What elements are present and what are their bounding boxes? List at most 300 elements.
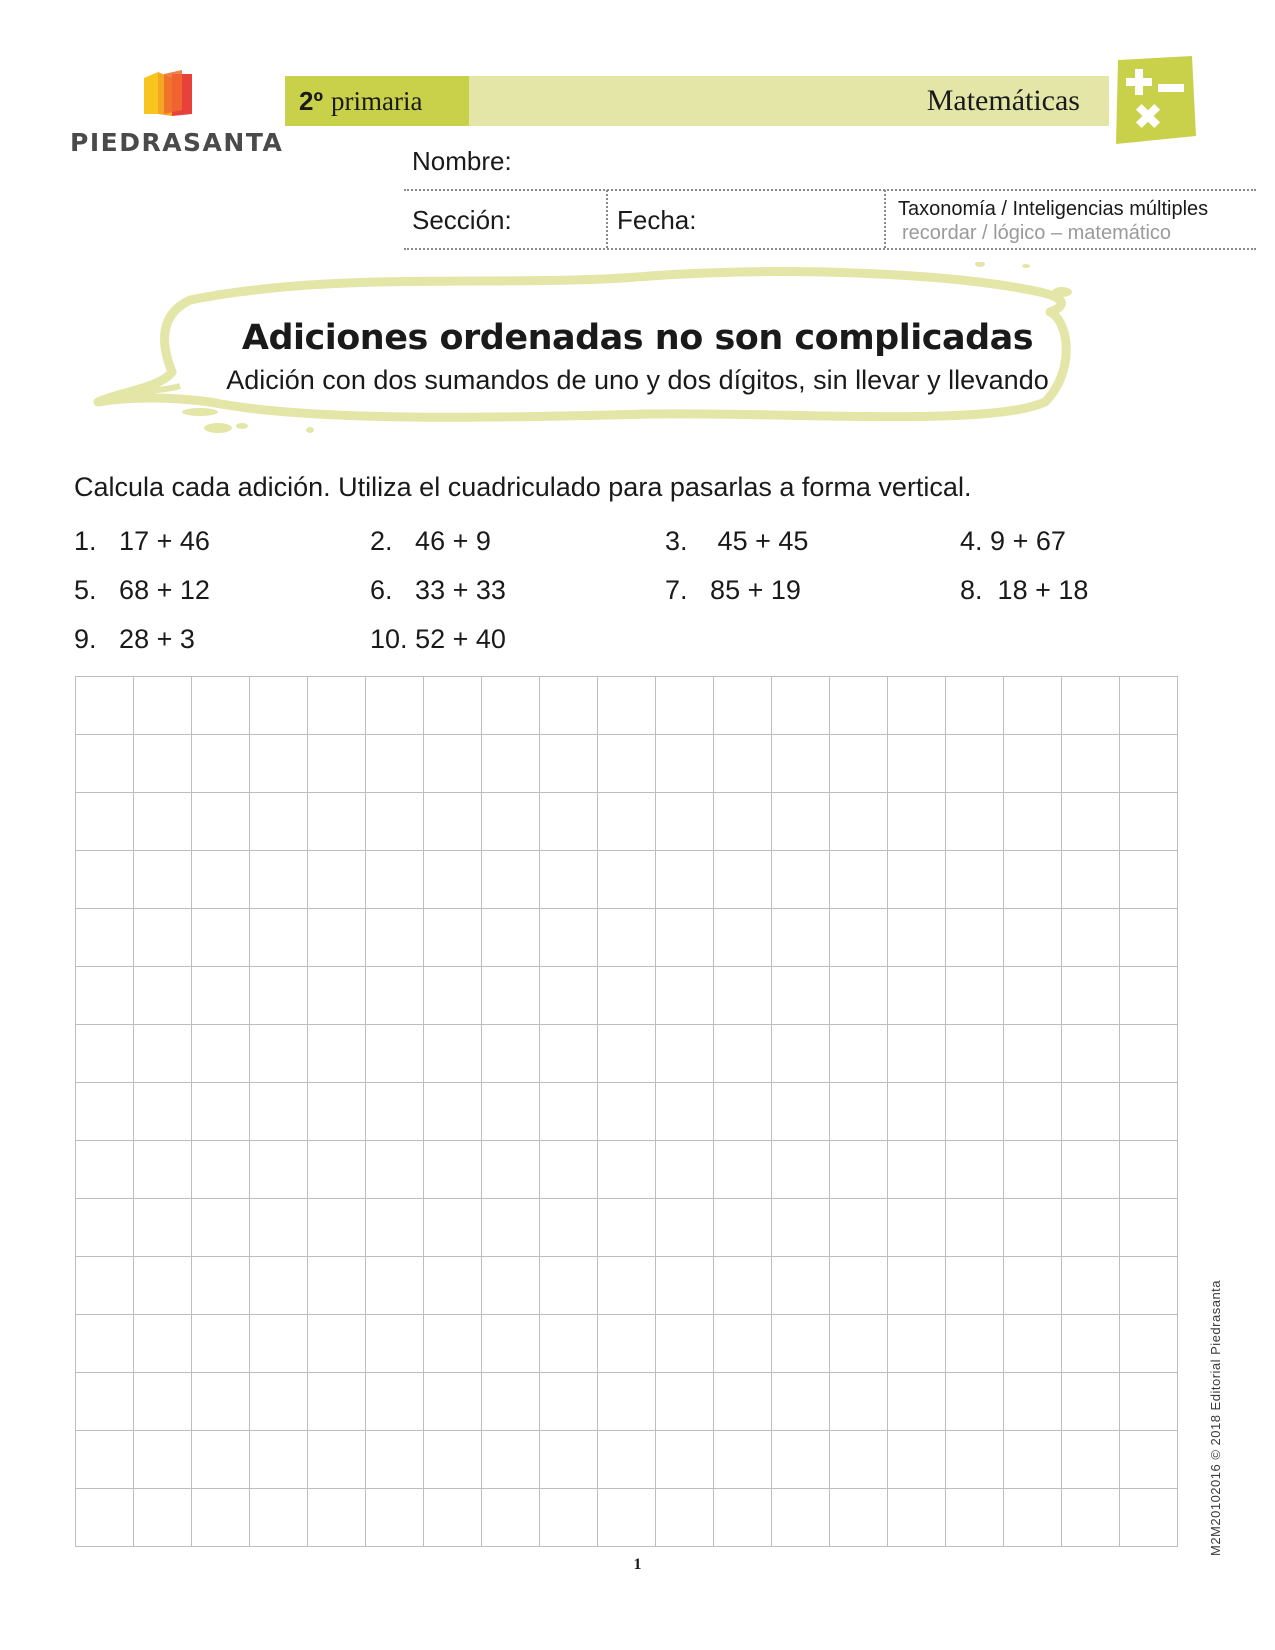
grid-cell: [1004, 909, 1062, 967]
grid-cell: [772, 1257, 830, 1315]
grid-cell: [1062, 1489, 1120, 1547]
grid-cell: [192, 1141, 250, 1199]
grid-cell: [250, 1257, 308, 1315]
date-divider: [884, 190, 886, 248]
grid-cell: [946, 909, 1004, 967]
grid-cell: [134, 967, 192, 1025]
grid-cell: [250, 1431, 308, 1489]
exercise-expression: 9 + 67: [990, 526, 1066, 556]
grid-cell: [772, 1141, 830, 1199]
grid-cell: [134, 1199, 192, 1257]
exercise-number: 9.: [74, 624, 97, 654]
grid-cell: [714, 1083, 772, 1141]
grid-cell: [366, 1315, 424, 1373]
grid-cell: [714, 1025, 772, 1083]
grid-cell: [1004, 1489, 1062, 1547]
grid-cell: [714, 967, 772, 1025]
grid-cell: [598, 1373, 656, 1431]
grid-cell: [1062, 677, 1120, 735]
grid-cell: [656, 735, 714, 793]
grid-cell: [192, 1373, 250, 1431]
worksheet-title: Adiciones ordenadas no son complicadas: [241, 318, 1034, 358]
grid-cell: [192, 793, 250, 851]
grid-cell: [1062, 793, 1120, 851]
grid-cell: [598, 1141, 656, 1199]
grid-cell: [1004, 1083, 1062, 1141]
grade-badge: [285, 76, 469, 126]
grid-cell: [250, 1199, 308, 1257]
grid-cell: [250, 1315, 308, 1373]
grid-cell: [598, 735, 656, 793]
grid-cell: [1120, 1083, 1178, 1141]
grid-cell: [250, 967, 308, 1025]
grid-cell: [714, 1257, 772, 1315]
grid-cell: [366, 677, 424, 735]
grid-cell: [888, 1025, 946, 1083]
grid-cell: [946, 967, 1004, 1025]
grid-cell: [482, 909, 540, 967]
grid-cell: [1062, 1257, 1120, 1315]
grid-cell: [830, 677, 888, 735]
exercise-number: 5.: [74, 575, 97, 605]
grid-cell: [1120, 1257, 1178, 1315]
grid-cell: [656, 1257, 714, 1315]
exercise-expression: 33 + 33: [415, 575, 506, 605]
grade-label: primaria: [330, 85, 423, 116]
grid-cell: [192, 1489, 250, 1547]
grid-cell: [1004, 1373, 1062, 1431]
exercise-expression: 45 + 45: [717, 526, 809, 556]
grid-cell: [250, 1083, 308, 1141]
grid-cell: [946, 1315, 1004, 1373]
grid-cell: [424, 1199, 482, 1257]
grid-cell: [830, 1315, 888, 1373]
grid-cell: [1062, 1431, 1120, 1489]
grid-cell: [540, 851, 598, 909]
grid-cell: [134, 1373, 192, 1431]
grid-cell: [598, 967, 656, 1025]
grid-cell: [134, 1257, 192, 1315]
grid-cell: [714, 1315, 772, 1373]
grid-cell: [76, 851, 134, 909]
grid-cell: [946, 1025, 1004, 1083]
grid-cell: [366, 1373, 424, 1431]
grid-cell: [714, 735, 772, 793]
grid-cell: [308, 1431, 366, 1489]
grid-cell: [540, 1489, 598, 1547]
grid-cell: [598, 1431, 656, 1489]
grid-cell: [366, 793, 424, 851]
grid-cell: [598, 851, 656, 909]
grid-cell: [772, 1431, 830, 1489]
date-label: Fecha:: [617, 205, 697, 235]
grid-cell: [888, 851, 946, 909]
grid-cell: [308, 735, 366, 793]
grid-cell: [714, 909, 772, 967]
grid-cell: [366, 1083, 424, 1141]
grid-cell: [308, 1315, 366, 1373]
grid-cell: [598, 1025, 656, 1083]
grid-cell: [250, 851, 308, 909]
exercise-number: 3.: [665, 526, 688, 556]
exercise-item: [74, 575, 210, 606]
grid-cell: [308, 1141, 366, 1199]
grid-cell: [134, 1489, 192, 1547]
grid-cell: [76, 967, 134, 1025]
grid-cell: [424, 1083, 482, 1141]
grid-cell: [1120, 1431, 1178, 1489]
grid-cell: [76, 735, 134, 793]
grid-cell: [482, 1315, 540, 1373]
grid-cell: [830, 1373, 888, 1431]
grid-cell: [714, 677, 772, 735]
grid-cell: [1120, 1489, 1178, 1547]
logo-wordmark: PIEDRASANTA: [70, 128, 284, 157]
grid-cell: [308, 909, 366, 967]
grid-cell: [946, 735, 1004, 793]
grid-cell: [76, 1315, 134, 1373]
grid-cell: [656, 1431, 714, 1489]
exercise-number: 8.: [960, 575, 983, 605]
grid-cell: [1062, 1373, 1120, 1431]
grid-cell: [888, 677, 946, 735]
grid-cell: [250, 1025, 308, 1083]
grid-cell: [424, 1025, 482, 1083]
grid-cell: [656, 909, 714, 967]
grid-cell: [308, 1025, 366, 1083]
grid-cell: [482, 851, 540, 909]
grid-cell: [250, 1489, 308, 1547]
grid-cell: [366, 1257, 424, 1315]
grid-cell: [656, 967, 714, 1025]
grid-cell: [656, 1141, 714, 1199]
grid-cell: [366, 1431, 424, 1489]
grid-cell: [946, 1489, 1004, 1547]
grid-cell: [830, 1257, 888, 1315]
grid-cell: [888, 1489, 946, 1547]
grid-cell: [1004, 1257, 1062, 1315]
grid-cell: [424, 677, 482, 735]
grid-cell: [830, 1199, 888, 1257]
grid-cell: [1120, 1025, 1178, 1083]
grid-cell: [1004, 1431, 1062, 1489]
grid-cell: [830, 793, 888, 851]
grid-cell: [76, 1373, 134, 1431]
grid-cell: [76, 1083, 134, 1141]
exercise-item: [74, 624, 195, 655]
grid-cell: [308, 1199, 366, 1257]
grid-cell: [656, 1315, 714, 1373]
grid-cell: [772, 1489, 830, 1547]
grid-cell: [134, 909, 192, 967]
grid-cell: [308, 793, 366, 851]
grid-cell: [76, 1489, 134, 1547]
grid-cell: [888, 909, 946, 967]
grid-cell: [540, 735, 598, 793]
exercise-item: [960, 526, 1066, 557]
grid-cell: [482, 1257, 540, 1315]
grid-cell: [482, 735, 540, 793]
grid-cell: [250, 909, 308, 967]
grid-cell: [482, 677, 540, 735]
exercise-number: 1.: [74, 526, 97, 556]
grid-cell: [1120, 1315, 1178, 1373]
grid-cell: [598, 1257, 656, 1315]
grid-cell: [482, 1431, 540, 1489]
grid-cell: [366, 1489, 424, 1547]
grid-cell: [714, 1489, 772, 1547]
grid-cell: [134, 1315, 192, 1373]
exercise-item: [370, 624, 506, 655]
publication-code: M2M20102016 © 2018 Editorial Piedrasanta: [1208, 1279, 1223, 1556]
grid-cell: [540, 1315, 598, 1373]
grid-cell: [424, 1373, 482, 1431]
grid-cell: [540, 1083, 598, 1141]
exercise-item: [665, 575, 801, 606]
exercise-number: 2.: [370, 526, 393, 556]
grid-cell: [134, 1083, 192, 1141]
form-bottom-divider: [404, 248, 1256, 250]
grid-cell: [656, 793, 714, 851]
grid-cell: [192, 1025, 250, 1083]
grid-cell: [134, 793, 192, 851]
plus-minus-times-icon: [1112, 56, 1196, 144]
grid-cell: [134, 677, 192, 735]
grid-cell: [308, 851, 366, 909]
grid-cell: [192, 735, 250, 793]
grid-cell: [1004, 1315, 1062, 1373]
grid-cell: [76, 1431, 134, 1489]
grid-cell: [1004, 793, 1062, 851]
grid-cell: [1062, 1199, 1120, 1257]
grid-cell: [830, 735, 888, 793]
grid-cell: [540, 909, 598, 967]
grid-cell: [1062, 967, 1120, 1025]
taxonomy-value: recordar / lógico – matemático: [902, 222, 1172, 244]
grid-cell: [656, 1373, 714, 1431]
grid-cell: [656, 1199, 714, 1257]
grid-cell: [192, 851, 250, 909]
grid-cell: [1120, 1141, 1178, 1199]
grid-cell: [250, 677, 308, 735]
grid-cell: [192, 677, 250, 735]
grid-cell: [366, 909, 424, 967]
grid-cell: [250, 1141, 308, 1199]
grid-cell: [540, 1431, 598, 1489]
grid-cell: [366, 1025, 424, 1083]
grid-cell: [482, 1141, 540, 1199]
grid-cell: [830, 1025, 888, 1083]
grid-cell: [540, 967, 598, 1025]
grid-cell: [830, 967, 888, 1025]
grid-cell: [1004, 1141, 1062, 1199]
grid-cell: [424, 1489, 482, 1547]
grid-cell: [598, 1489, 656, 1547]
grid-cell: [482, 1489, 540, 1547]
grid-cell: [540, 793, 598, 851]
grid-cell: [482, 1083, 540, 1141]
grid-cell: [714, 1373, 772, 1431]
exercise-number: 4.: [960, 526, 983, 556]
grid-cell: [1120, 1373, 1178, 1431]
exercise-expression: 68 + 12: [119, 575, 210, 605]
grid-cell: [946, 1141, 1004, 1199]
grid-cell: [772, 1199, 830, 1257]
grid-cell: [1062, 1025, 1120, 1083]
grid-cell: [134, 1431, 192, 1489]
exercise-expression: 85 + 19: [710, 575, 801, 605]
grid-cell: [76, 909, 134, 967]
grid-cell: [76, 1257, 134, 1315]
grid-cell: [1004, 677, 1062, 735]
grid-cell: [1004, 967, 1062, 1025]
grid-cell: [888, 735, 946, 793]
grid-cell: [946, 1431, 1004, 1489]
grid-cell: [772, 1373, 830, 1431]
grid-cell: [1062, 851, 1120, 909]
grid-cell: [1120, 735, 1178, 793]
grid-cell: [598, 1083, 656, 1141]
grid-cell: [598, 677, 656, 735]
grid-cell: [250, 735, 308, 793]
grid-cell: [482, 1199, 540, 1257]
grid-cell: [830, 1431, 888, 1489]
grid-cell: [192, 1257, 250, 1315]
exercise-expression: 28 + 3: [119, 624, 195, 654]
grid-cell: [366, 1199, 424, 1257]
exercise-item: [370, 575, 506, 606]
grid-cell: [830, 1141, 888, 1199]
exercise-number: 7.: [665, 575, 688, 605]
grid-cell: [308, 1083, 366, 1141]
grid-cell: [830, 851, 888, 909]
grid-cell: [1004, 1199, 1062, 1257]
grid-cell: [656, 1083, 714, 1141]
grid-cell: [946, 1199, 1004, 1257]
grid-cell: [308, 1489, 366, 1547]
exercise-number: 10.: [370, 624, 408, 654]
grid-cell: [76, 677, 134, 735]
grid-cell: [1004, 735, 1062, 793]
grid-cell: [772, 909, 830, 967]
grid-cell: [656, 677, 714, 735]
grid-cell: [134, 851, 192, 909]
grid-cell: [598, 1315, 656, 1373]
exercise-number: 6.: [370, 575, 393, 605]
grid-cell: [772, 793, 830, 851]
grid-cell: [946, 1083, 1004, 1141]
grid-cell: [656, 851, 714, 909]
grid-cell: [134, 735, 192, 793]
grid-cell: [482, 967, 540, 1025]
subject-title: Matemáticas: [926, 84, 1080, 117]
grid-cell: [250, 793, 308, 851]
grid-cell: [714, 851, 772, 909]
grid-cell: [424, 1257, 482, 1315]
grid-cell: [540, 1199, 598, 1257]
grid-cell: [482, 793, 540, 851]
exercise-expression: 52 + 40: [415, 624, 506, 654]
grid-cell: [946, 1373, 1004, 1431]
grid-cell: [308, 967, 366, 1025]
grid-cell: [76, 793, 134, 851]
grid-cell: [830, 1489, 888, 1547]
exercise-expression: 18 + 18: [997, 575, 1089, 605]
grid-cell: [424, 967, 482, 1025]
grid-cell: [1120, 851, 1178, 909]
grid-cell: [308, 1373, 366, 1431]
grid-cell: [888, 793, 946, 851]
grid-cell: [598, 793, 656, 851]
exercise-item: [665, 526, 808, 557]
grid-cell: [772, 1083, 830, 1141]
grid-cell: [540, 1373, 598, 1431]
grid-cell: [888, 1431, 946, 1489]
grid-cell: [772, 677, 830, 735]
grid-cell: [192, 967, 250, 1025]
grid-cell: [540, 677, 598, 735]
exercise-item: [960, 575, 1088, 606]
grid-cell: [192, 1199, 250, 1257]
grid-cell: [1004, 1025, 1062, 1083]
grid-cell: [830, 909, 888, 967]
taxonomy-label: Taxonomía / Inteligencias múltiples: [898, 198, 1209, 220]
grid-cell: [540, 1141, 598, 1199]
piedrasanta-logo: [70, 70, 284, 160]
grid-cell: [714, 1431, 772, 1489]
grid-cell: [424, 1431, 482, 1489]
grid-cell: [946, 851, 1004, 909]
grid-cell: [366, 851, 424, 909]
grid-cell: [250, 1373, 308, 1431]
exercise-expression: 46 + 9: [415, 526, 491, 556]
grid-cell: [1120, 677, 1178, 735]
grid-cell: [888, 967, 946, 1025]
grid-cell: [656, 1025, 714, 1083]
grid-cell: [888, 1257, 946, 1315]
grid-cell: [714, 1199, 772, 1257]
grade-number: 2º: [299, 85, 323, 116]
grid-cell: [888, 1083, 946, 1141]
grid-cell: [598, 909, 656, 967]
grid-cell: [714, 1141, 772, 1199]
grid-cell: [772, 735, 830, 793]
grid-cell: [1120, 909, 1178, 967]
grid-cell: [366, 735, 424, 793]
grid-cell: [424, 735, 482, 793]
grid-cell: [1062, 909, 1120, 967]
grid-cell: [598, 1199, 656, 1257]
grid-cell: [366, 967, 424, 1025]
grid-cell: [192, 1431, 250, 1489]
grid-cell: [424, 1315, 482, 1373]
grid-cell: [772, 1315, 830, 1373]
grid-cell: [540, 1025, 598, 1083]
grid-cell: [1062, 1083, 1120, 1141]
grid-cell: [772, 967, 830, 1025]
grid-cell: [1120, 1199, 1178, 1257]
grid-cell: [888, 1199, 946, 1257]
name-divider: [404, 189, 1256, 191]
grid-cell: [946, 677, 1004, 735]
grid-cell: [308, 677, 366, 735]
grid-cell: [308, 1257, 366, 1315]
exercise-item: [370, 526, 491, 557]
section-label: Sección:: [412, 205, 512, 235]
name-label: Nombre:: [412, 146, 512, 176]
grid-cell: [76, 1199, 134, 1257]
book-logo-icon: [142, 70, 194, 116]
